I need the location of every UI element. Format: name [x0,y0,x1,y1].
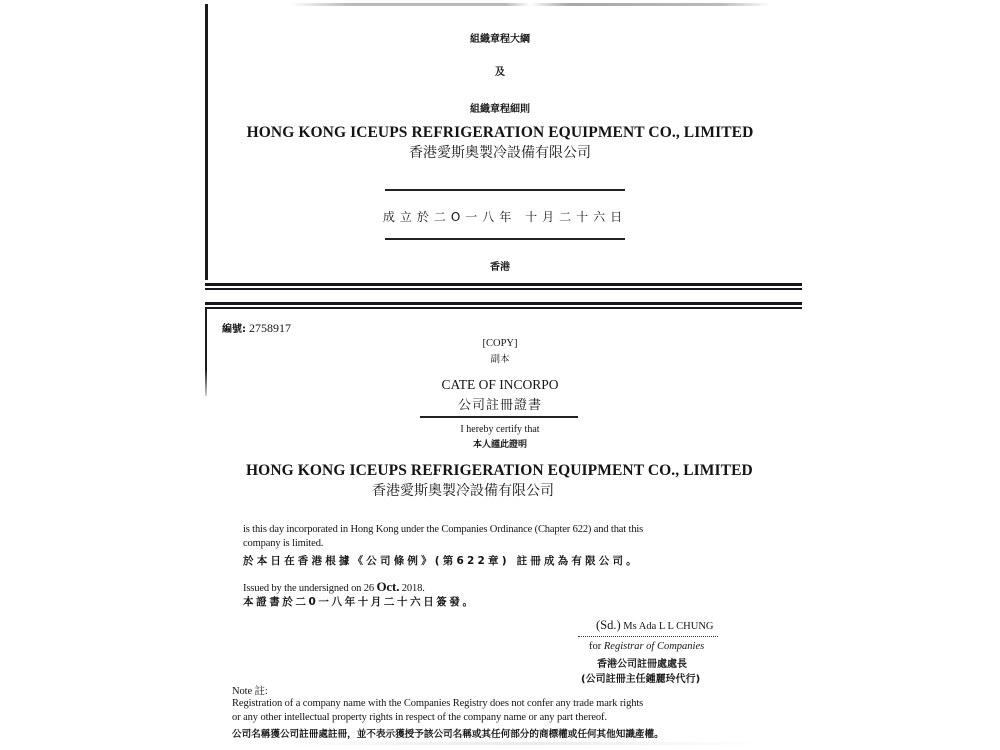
lower-page-left-border [205,308,207,396]
certify-statement-en: I hereby certify that [460,424,540,435]
registration-label: 編號: [222,324,246,335]
certificate-title-zh: 公司註冊證書 [457,398,542,413]
signature-sd: (Sd.) [596,618,621,632]
upper-company-name-en: HONG KONG ICEUPS REFRIGERATION EQUIPMENT CO., LIMITED [246,124,754,141]
issued-year: 2018. [399,583,425,594]
incorporation-statement-en-line2: company is limited. [243,538,324,549]
signature-line [596,618,714,633]
registration-number [222,320,291,336]
articles-memorandum-heading: 組織章程大綱 [470,34,530,45]
upper-rule-top [385,189,625,191]
upper-rule-bottom [385,238,625,240]
note-line1-en: Registration of a company name with the Companies Registry does not confer any trade mark rights [232,698,644,709]
certificate-title-rule [420,416,578,418]
copy-label-zh: 副本 [490,354,510,365]
upper-page-bottom-border [205,283,802,291]
registrar-role-en [589,641,704,652]
upper-page-left-border [205,4,208,280]
note-label: Note 註: [232,686,268,697]
copy-label-en: [COPY] [482,338,518,349]
certificate-company-name-zh: 香港愛斯奧製冷設備有限公司 [372,483,554,499]
issued-statement-zh: 本證書於二0一八年十月二十六日簽發。 [243,596,476,608]
registrar-delegate-zh: (公司註冊主任鍾麗玲代行) [581,674,701,685]
scan-edge-smudge [290,3,770,6]
signature-dotted-line [578,636,718,637]
incorporation-statement-en-line1: is this day incorporated in Hong Kong under the Companies Ordinance (Chapter 622) and that this [243,524,644,535]
scan-bottom-smudge [270,742,770,745]
issued-month: Oct. [376,579,400,594]
note-line-zh: 公司名稱獲公司註冊處註冊，並不表示獲授予該公司名稱或其任何部分的商標權或任何其他知識產權。 [232,729,664,740]
certify-statement-zh: 本人謹此證明 [472,440,527,450]
place-zh: 香港 [490,262,510,273]
registration-value: 2758917 [249,321,291,335]
articles-conjunction: 及 [495,67,505,78]
incorporation-statement-zh: 於本日在香港根據《公司條例》(第622章) 註冊成為有限公司。 [243,555,640,567]
registrar-for: for [589,641,604,652]
certificate-title-en: CATE OF INCORPO [441,377,559,392]
articles-articles-heading: 組織章程細則 [470,104,530,115]
incorporation-date-zh: 成立於二O一八年 十月二十六日 [382,210,628,224]
upper-company-name-zh: 香港愛斯奧製冷設備有限公司 [409,145,591,161]
registrar-title: Registrar of Companies [603,641,705,652]
registrar-role-zh: 香港公司註冊處處長 [597,659,687,670]
issued-statement-en [243,579,425,595]
certificate-company-name-en: HONG KONG ICEUPS REFRIGERATION EQUIPMENT CO., LIMITED [246,462,753,479]
note-line2-en: or any other intellectual property rights in respect of the company name or any part thereof. [232,712,607,723]
signatory-name: Ms Ada L L CHUNG [620,621,714,632]
issued-prefix: Issued by the undersigned on 26 [243,583,377,594]
lower-page-top-border [205,302,802,310]
